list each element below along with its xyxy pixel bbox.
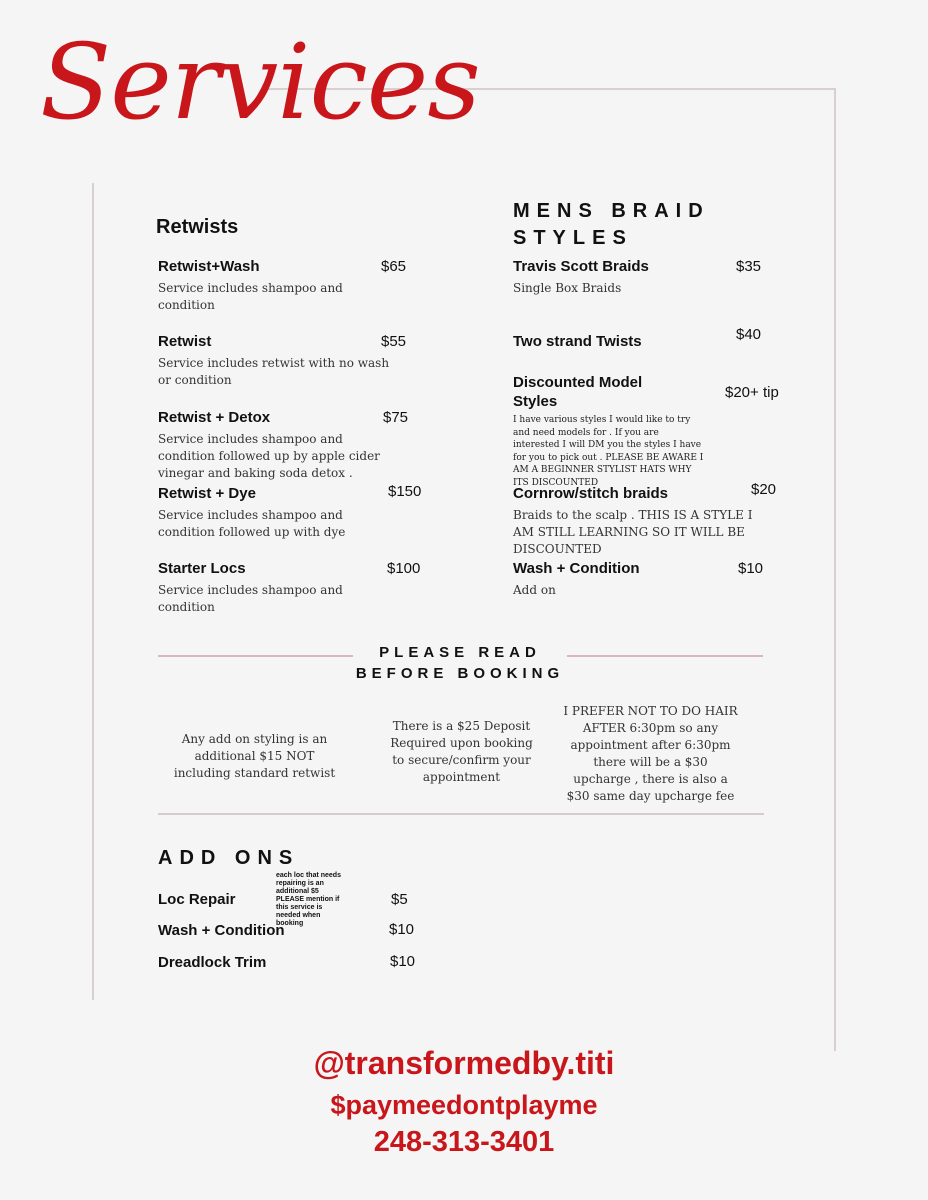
notice-deposit: There is a $25 Deposit Required upon booking to secure/confirm your appointment	[390, 719, 533, 784]
page-title: Services	[40, 21, 480, 143]
divider-left	[158, 655, 353, 657]
service-price: $10	[738, 560, 764, 577]
mens-heading-line1: MENS BRAID	[513, 200, 710, 222]
notice-addon-styling: Any add on styling is an additional $15 NOT including standard retwist	[173, 732, 336, 780]
service-price: $65	[381, 258, 407, 275]
service-description: Add on	[513, 583, 556, 597]
notice-heading	[340, 642, 580, 684]
service-price: $75	[383, 409, 409, 426]
service-name: Retwist + Detox	[158, 409, 271, 426]
retwists-heading: Retwists	[156, 216, 239, 238]
divider-right	[567, 655, 763, 657]
service-name: Retwist+Wash	[158, 258, 260, 275]
service-price: $55	[381, 333, 407, 350]
service-description: Service includes shampoo and condition	[158, 583, 343, 614]
service-price: $40	[736, 326, 762, 343]
addon-price: $10	[390, 953, 416, 970]
service-description: Single Box Braids	[513, 281, 622, 295]
loc-repair-note: each loc that needs repairing is an additional $5 PLEASE mention if this service is needed when booking	[276, 872, 341, 927]
service-description: Service includes shampoo and condition followed up with dye	[158, 508, 346, 539]
service-name-line2: Styles	[513, 393, 558, 410]
phone-number[interactable]: 248-313-3401	[373, 1126, 555, 1158]
service-description: Service includes retwist with no wash or condition	[158, 356, 390, 387]
service-name: Retwist + Dye	[158, 485, 256, 502]
service-name: Cornrow/stitch braids	[513, 485, 669, 502]
addon-name: Loc Repair	[158, 891, 236, 908]
notice-heading-line1: PLEASE READ	[379, 644, 541, 661]
notice-heading-line2: BEFORE BOOKING	[355, 665, 565, 682]
service-description: Service includes shampoo and condition followed up by apple cider vinegar and baking soda detox .	[158, 432, 380, 480]
mens-heading	[513, 198, 710, 252]
service-name	[513, 373, 642, 411]
addon-price: $10	[389, 921, 415, 938]
service-price: $150	[388, 483, 422, 500]
mens-heading-line2: STYLES	[513, 227, 633, 249]
service-description: Service includes shampoo and condition	[158, 281, 343, 312]
service-price: $100	[387, 560, 421, 577]
service-description: I have various styles I would like to try and need models for . If you are interested I will DM you the styles I have for you to pick out . PLEASE BE AWARE I AM A BEGINNER STYLIST HATS WHY ITS DISCOUNTED	[513, 415, 704, 488]
service-name: Travis Scott Braids	[513, 258, 649, 275]
service-name: Two strand Twists	[513, 333, 642, 350]
service-name: Starter Locs	[158, 560, 246, 577]
service-description: Braids to the scalp . THIS IS A STYLE I AM STILL LEARNING SO IT WILL BE DISCOUNTED	[513, 508, 753, 556]
service-name: Wash + Condition	[513, 560, 640, 577]
frame-left-border	[92, 183, 94, 1000]
service-price: $20	[751, 481, 777, 498]
instagram-handle[interactable]: @transformedby.titi	[313, 1045, 615, 1081]
notice-time-upcharge: I PREFER NOT TO DO HAIR AFTER 6:30pm so any appointment after 6:30pm there will be a $30 upcharge , there is also a $30 same day upcharge fee	[563, 704, 738, 803]
cashapp-handle[interactable]: $paymeedontplayme	[330, 1090, 598, 1120]
addon-price: $5	[391, 891, 408, 908]
service-price: $20+ tip	[725, 384, 779, 401]
frame-right-border	[834, 88, 836, 1051]
service-name: Retwist	[158, 333, 212, 350]
addon-name: Dreadlock Trim	[158, 954, 267, 971]
divider-bottom	[158, 813, 764, 815]
addons-heading: ADD ONS	[158, 847, 300, 869]
service-name-line1: Discounted Model	[513, 374, 643, 391]
service-price: $35	[736, 258, 762, 275]
addon-name: Wash + Condition	[158, 922, 285, 939]
